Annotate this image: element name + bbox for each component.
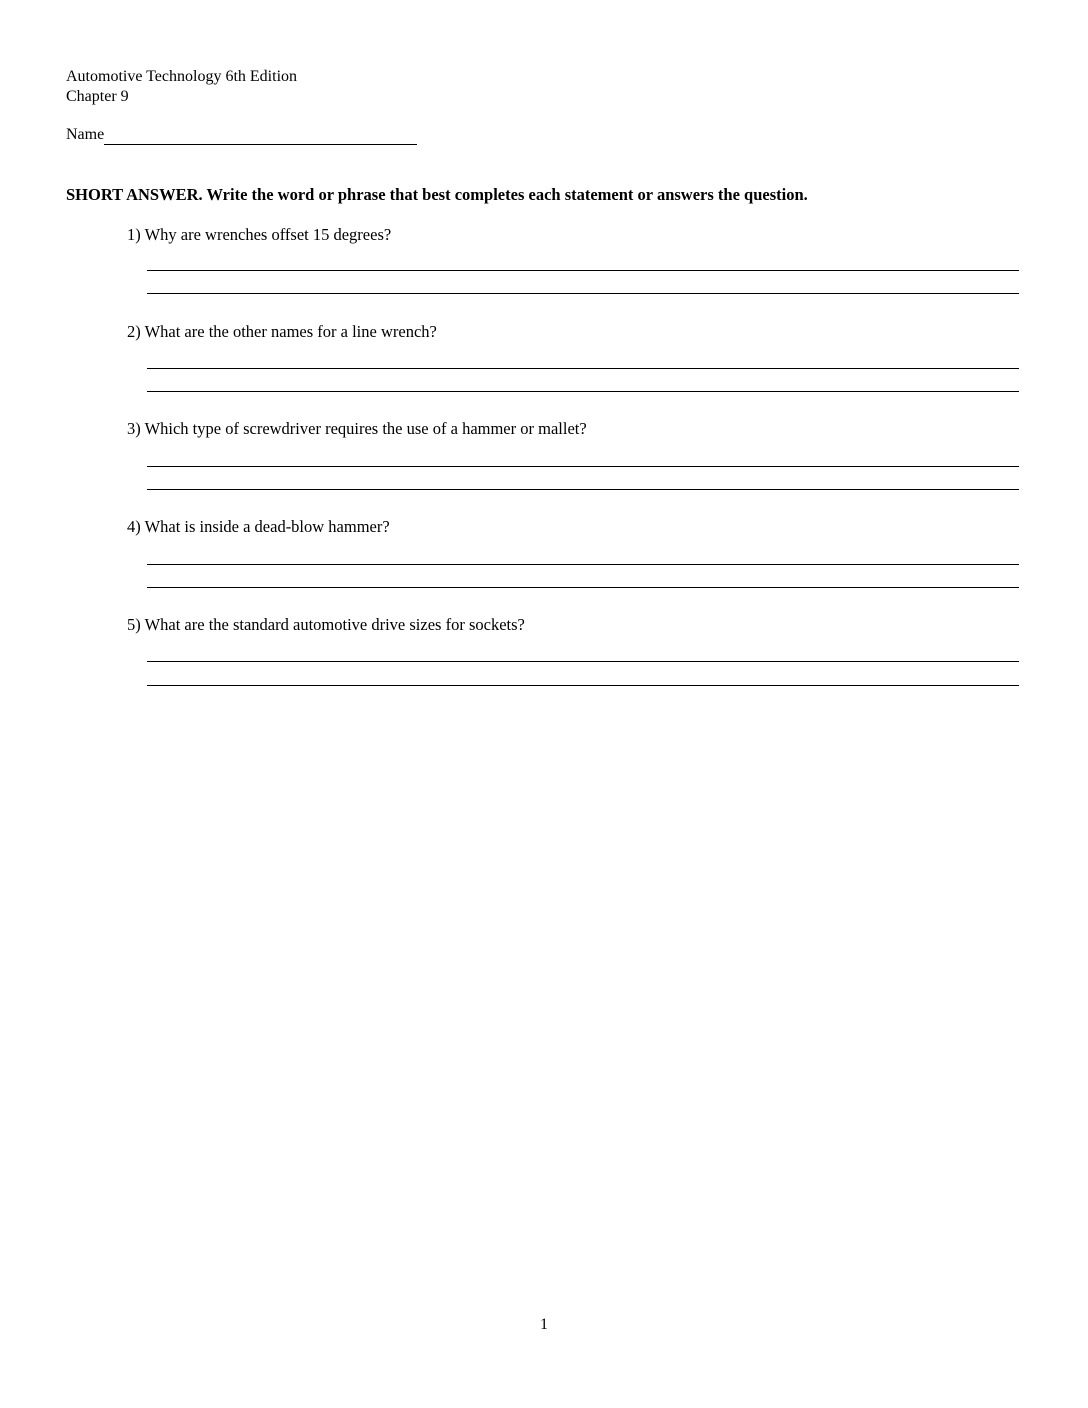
answer-line-1a[interactable] [147, 270, 1019, 271]
name-blank-line[interactable] [104, 125, 417, 145]
book-title: Automotive Technology 6th Edition [66, 68, 298, 85]
answer-line-3a[interactable] [147, 466, 1019, 467]
question-3: 3) Which type of screwdriver requires the use of a hammer or mallet? [127, 419, 587, 438]
answer-line-2b[interactable] [147, 391, 1019, 392]
question-2: 2) What are the other names for a line wrench? [127, 322, 437, 341]
answer-line-3b[interactable] [147, 489, 1019, 490]
name-label: Name [66, 126, 105, 143]
answer-line-4b[interactable] [147, 587, 1019, 588]
section-instructions: SHORT ANSWER. Write the word or phrase that best completes each statement or answers the question. [66, 185, 808, 204]
page-number: 1 [540, 1316, 548, 1333]
chapter-label: Chapter 9 [66, 88, 129, 105]
answer-line-1b[interactable] [147, 293, 1019, 294]
answer-line-2a[interactable] [147, 368, 1019, 369]
answer-line-5a[interactable] [147, 661, 1019, 662]
name-field-row [66, 125, 417, 145]
question-4: 4) What is inside a dead-blow hammer? [127, 517, 390, 536]
answer-line-5b[interactable] [147, 685, 1019, 686]
question-1: 1) Why are wrenches offset 15 degrees? [127, 225, 392, 244]
answer-line-4a[interactable] [147, 564, 1019, 565]
question-5: 5) What are the standard automotive drive sizes for sockets? [127, 615, 525, 634]
